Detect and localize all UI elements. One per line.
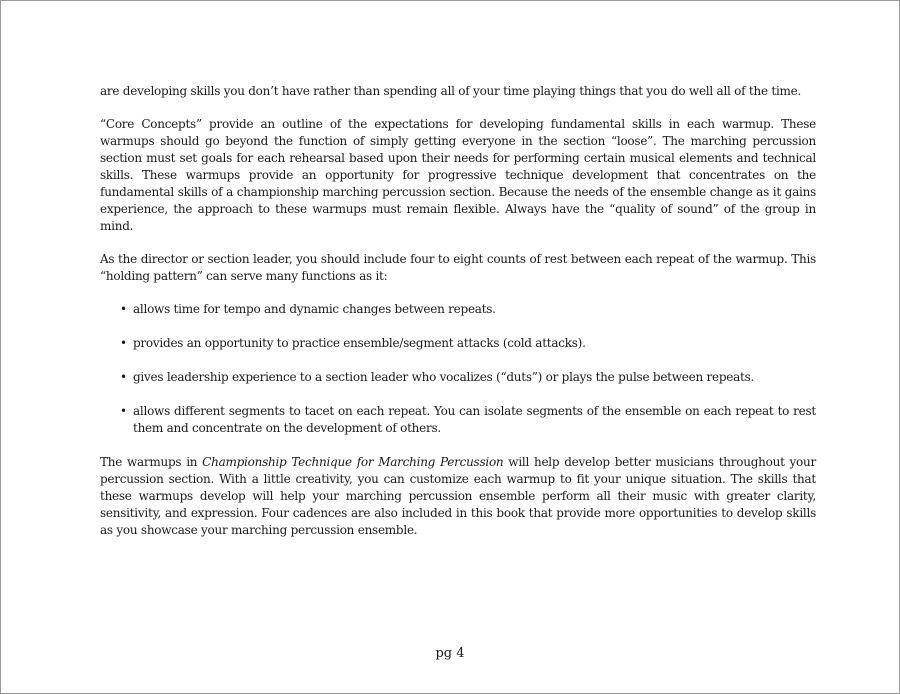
holding-pattern-list <box>100 301 816 437</box>
list-item-text: allows different segments to tacet on each repeat. You can isolate segments of the ensemble on each repeat to rest them and concentrate on the development of others. <box>133 404 816 435</box>
paragraph-summary <box>100 454 816 539</box>
summary-lead: The warmups in <box>100 455 203 469</box>
list-item <box>120 301 816 318</box>
list-item <box>120 369 816 386</box>
bullet-icon: • <box>120 370 127 384</box>
list-item-text: provides an opportunity to practice ensemble/segment attacks (cold attacks). <box>133 336 586 350</box>
paragraph-holding-pattern: As the director or section leader, you should include four to eight counts of rest between each repeat of the warmup. This “holding pattern” can serve many functions as it: <box>100 252 816 283</box>
list-item <box>120 335 816 352</box>
bullet-icon: • <box>120 302 127 316</box>
summary-rest: will help develop better musicians throughout your percussion section. With a little creativity, you can customize each warmup to fit your unique situation. The skills that these warmups develop will help your marching percussion ensemble perform all their music with greater clarity, sensitivity, and expression. Four cadences are also included in this book that provide more opportunities to develop skills as you showcase your marching percussion ensemble. <box>100 455 816 537</box>
bullet-icon: • <box>120 336 127 350</box>
book-title: Championship Technique for Marching Percussion <box>202 455 504 469</box>
paragraph-intro-continuation: are developing skills you don’t have rather than spending all of your time playing things that you do well all of the time. <box>100 84 802 98</box>
document-body <box>100 83 816 555</box>
page-number: pg 4 <box>435 646 465 661</box>
list-item-text: allows time for tempo and dynamic changes between repeats. <box>133 302 496 316</box>
bullet-icon: • <box>120 404 127 418</box>
list-item-text: gives leadership experience to a section leader who vocalizes (“duts”) or plays the pulse between repeats. <box>133 370 755 384</box>
list-item <box>120 403 816 437</box>
paragraph-core-concepts: “Core Concepts” provide an outline of the expectations for developing fundamental skills in each warmup. These warmups should go beyond the function of simply getting everyone in the section “loose”. The marching percussion section must set goals for each rehearsal based upon their needs for performing certain musical elements and technical skills. These warmups provide an opportunity for progressive technique development that concentrates on the fundamental skills of a championship marching percussion section. Because the needs of the ensemble change as it gains experience, the approach to these warmups must remain flexible. Always have the “quality of sound” of the group in mind. <box>100 117 816 233</box>
